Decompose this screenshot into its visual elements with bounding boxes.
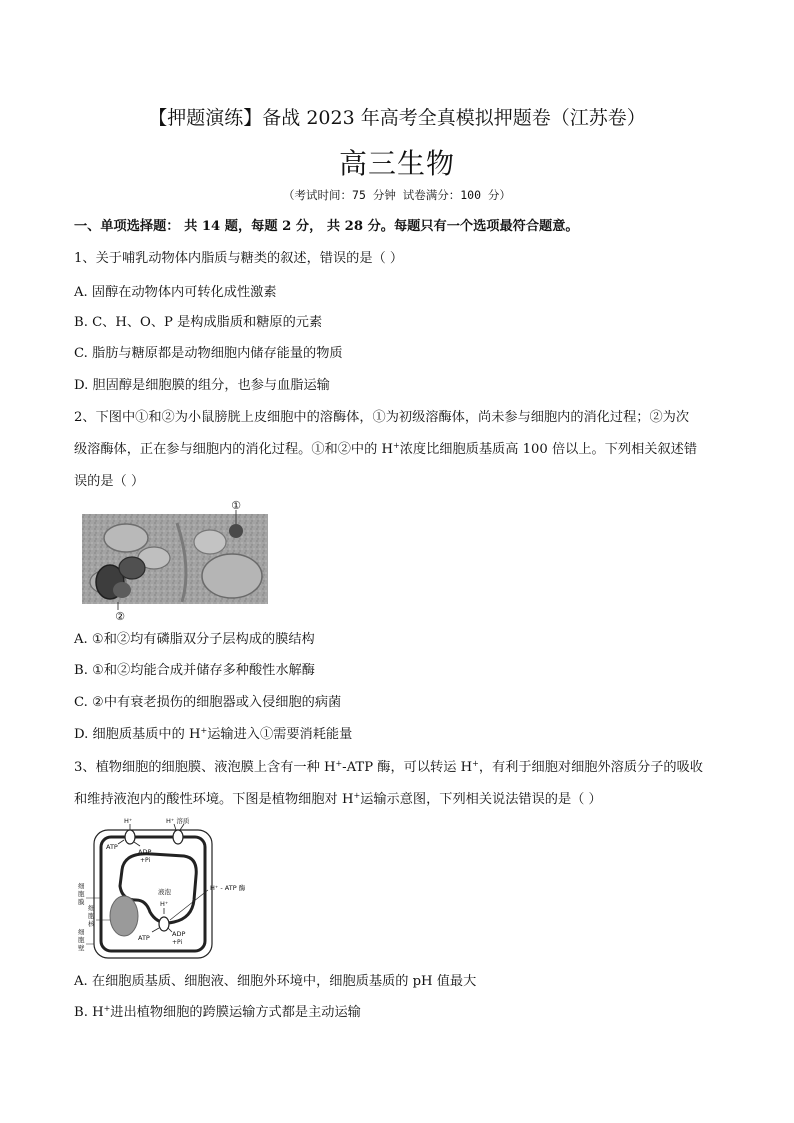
lysosome-micrograph: [82, 498, 272, 624]
figure-label-1: ①: [231, 499, 241, 512]
exam-info: （考试时间：75 分钟 试卷满分：100 分）: [283, 188, 511, 202]
svg-text:ADP: ADP: [172, 930, 186, 938]
q1-stem: 1、关于哺乳动物体内脂质与糖类的叙述，错误的是（ ）: [74, 251, 404, 266]
q2-option-b: B. ①和②均能合成并储存多种酸性水解酶: [74, 663, 315, 678]
svg-text:胞: 胞: [88, 912, 95, 920]
svg-text:H⁺ 溶质: H⁺ 溶质: [166, 817, 190, 825]
q1-option-d: D. 胆固醇是细胞膜的组分，也参与血脂运输: [74, 378, 330, 393]
svg-text:ADP: ADP: [138, 848, 152, 856]
membrane-pump-icon: [125, 830, 135, 844]
section-heading: 一、单项选择题： 共 14 题，每题 2 分， 共 28 分。每题只有一个选项最符合题意。: [74, 219, 579, 234]
q3-option-b: B. H+进出植物细胞的跨膜运输方式都是主动运输: [74, 1004, 361, 1020]
solute-carrier-icon: [173, 830, 183, 844]
q2-stem-line3: 误的是（ ）: [74, 474, 145, 489]
q2-option-c: C. ②中有衰老损伤的细胞器或入侵细胞的病菌: [74, 695, 342, 710]
q2-option-d: D. 细胞质基质中的 H+运输进入①需要消耗能量: [74, 726, 353, 742]
svg-text:液泡: 液泡: [158, 888, 171, 896]
svg-text:H⁺: H⁺: [124, 817, 133, 825]
q1-option-c: C. 脂肪与糖原都是动物细胞内储存能量的物质: [74, 346, 343, 361]
svg-text:核: 核: [88, 920, 95, 928]
svg-text:胞: 胞: [78, 936, 85, 944]
svg-text:细: 细: [88, 904, 95, 912]
q3-stem-line2: 和维持液泡内的酸性环境。下图是植物细胞对 H+运输示意图，下列相关说法错误的是（ ）: [74, 791, 602, 807]
svg-text:ATP: ATP: [138, 934, 150, 942]
svg-text:壁: 壁: [78, 944, 85, 952]
subject-title: 高三生物: [338, 147, 455, 180]
svg-text:ATP: ATP: [106, 843, 118, 851]
svg-text:胞: 胞: [78, 890, 85, 898]
svg-text:细: 细: [78, 882, 85, 890]
nucleus: [110, 896, 138, 936]
plant-cell-diagram: [66, 814, 286, 962]
vacuole-pump-icon: [159, 917, 169, 931]
q3-option-a: A. 在细胞质基质、细胞液、细胞外环境中，细胞质基质的 pH 值最大: [74, 974, 477, 989]
svg-text:H⁺ - ATP 酶: H⁺ - ATP 酶: [210, 884, 246, 892]
svg-text:+Pi: +Pi: [172, 939, 183, 946]
exam-title: 【押题演练】备战 2023 年高考全真模拟押题卷（江苏卷）: [148, 107, 646, 129]
q1-option-a: A. 固醇在动物体内可转化成性激素: [74, 285, 277, 300]
svg-text:膜: 膜: [78, 898, 85, 906]
q3-stem-line1: 3、植物细胞的细胞膜、液泡膜上含有一种 H+-ATP 酶，可以转运 H+，有利于细胞对细胞外溶质分子的吸收: [74, 759, 703, 775]
svg-text:H⁺: H⁺: [160, 900, 169, 908]
q2-option-a: A. ①和②均有磷脂双分子层构成的膜结构: [74, 632, 315, 647]
q1-option-b: B. C、H、O、P 是构成脂质和糖原的元素: [74, 315, 323, 330]
figure-label-2: ②: [115, 610, 125, 623]
q2-stem-line2: 级溶酶体，正在参与细胞内的消化过程。①和②中的 H+浓度比细胞质基质高 100 倍以上。下列相关叙述错: [74, 441, 698, 457]
svg-text:细: 细: [78, 928, 85, 936]
svg-text:+Pi: +Pi: [140, 857, 151, 864]
q2-stem-line1: 2、下图中①和②为小鼠膀胱上皮细胞中的溶酶体，①为初级溶酶体，尚未参与细胞内的消化过程；②为次: [74, 410, 690, 425]
